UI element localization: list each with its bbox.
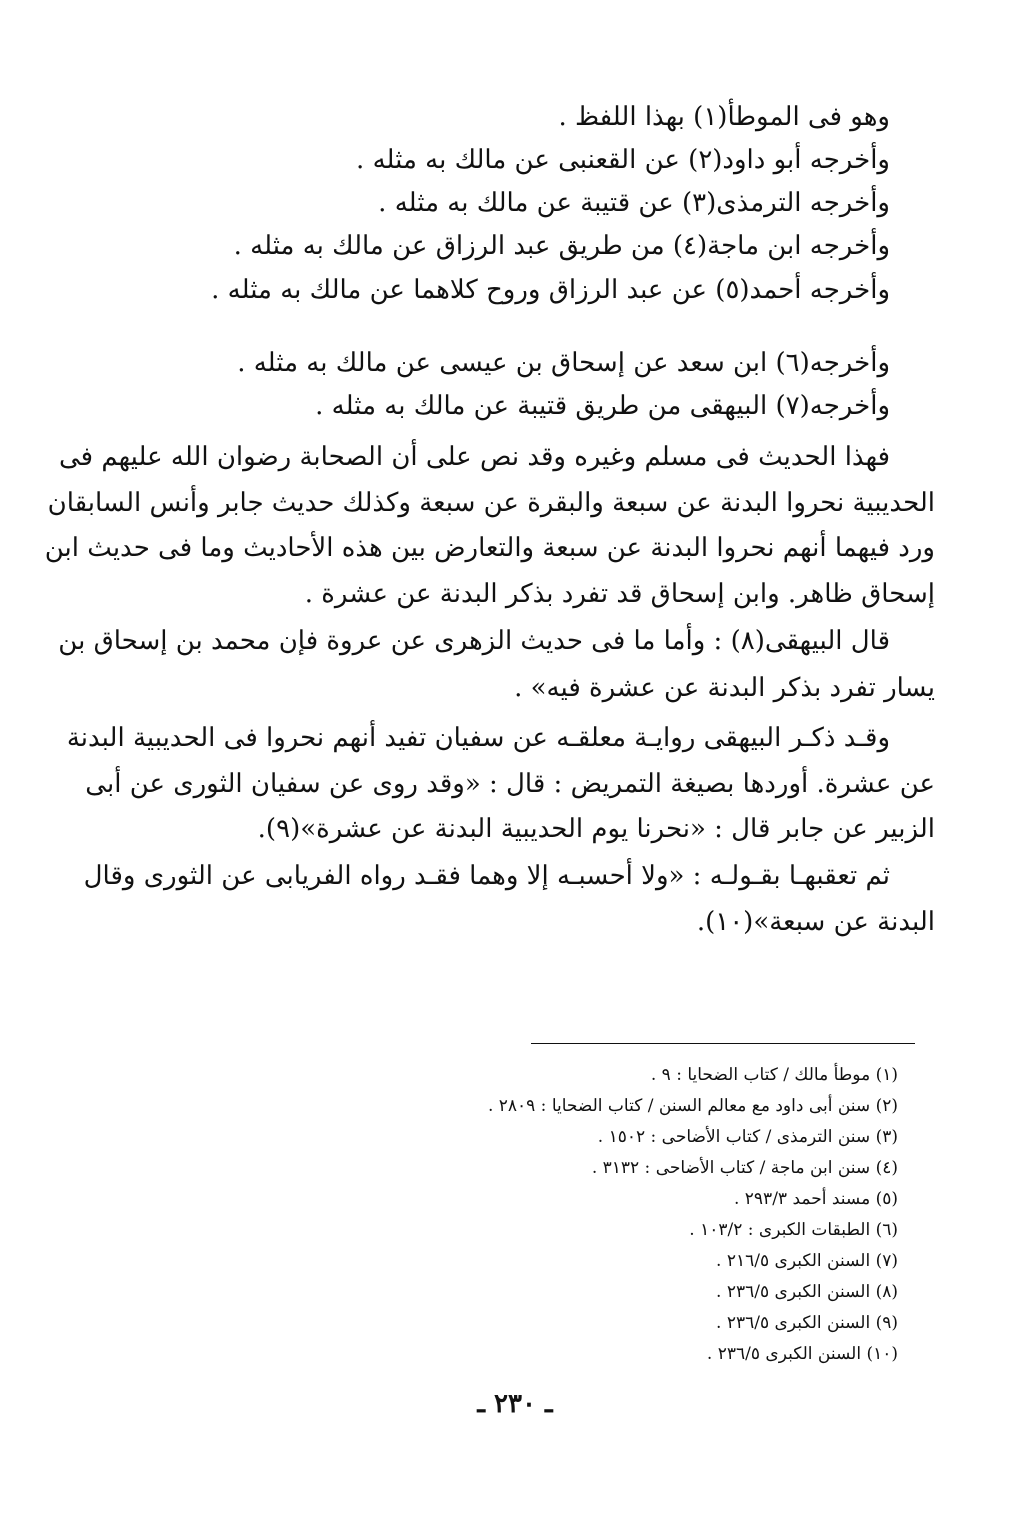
- text-line: وأخرجه الترمذى(٣) عن قتيبة عن مالك به مثله .: [378, 188, 890, 218]
- footnote: (١٠) السنن الكبرى ٢٣٦/٥ .: [706, 1344, 898, 1364]
- paragraph-line: فهذا الحديث فى مسلم وغيره وقد نص على أن الصحابة رضوان الله عليهم فى: [59, 442, 890, 472]
- footnote: (٩) السنن الكبرى ٢٣٦/٥ .: [716, 1313, 898, 1333]
- paragraph-line: إسحاق ظاهر. وابن إسحاق قد تفرد بذكر البدنة عن عشرة .: [304, 579, 935, 609]
- footnote: (٣) سنن الترمذى / كتاب الأضاحى : ١٥٠٢ .: [597, 1127, 898, 1147]
- paragraph-line: الحديبية نحروا البدنة عن سبعة والبقرة عن سبعة وكذلك حديث جابر وأنس السابقان: [47, 488, 935, 518]
- paragraph-line: وقـد ذكـر البيهقى روايـة معلقـه عن سفيان تفيد أنهم نحروا فى الحديبية البدنة: [66, 723, 890, 753]
- footnote: (٧) السنن الكبرى ٢١٦/٥ .: [716, 1251, 898, 1271]
- footnote-separator: [531, 1043, 915, 1044]
- paragraph-line: قال البيهقى(٨) : وأما ما فى حديث الزهرى عن عروة فإن محمد بن إسحاق بن: [58, 626, 890, 656]
- footnote: (٦) الطبقات الكبرى : ١٠٣/٢ .: [689, 1220, 898, 1240]
- paragraph-line: ورد فيهما أنهم نحروا البدنة عن سبعة والتعارض بين هذه الأحاديث وما فى حديث ابن: [44, 533, 935, 563]
- footnote: (٥) مسند أحمد ٢٩٣/٣ .: [733, 1189, 898, 1209]
- paragraph-line: البدنة عن سبعة»(١٠).: [696, 907, 935, 937]
- paragraph-line: يسار تفرد بذكر البدنة عن عشرة فيه» .: [514, 673, 935, 703]
- page-number: ـ ٢٣٠ ـ: [477, 1389, 553, 1419]
- text-line: وأخرجه أبو داود(٢) عن القعنبى عن مالك به مثله .: [356, 145, 890, 175]
- text-line: وأخرجه(٧) البيهقى من طريق قتيبة عن مالك به مثله .: [315, 391, 890, 421]
- footnote: (١) موطأ مالك / كتاب الضحايا : ٩ .: [650, 1065, 898, 1085]
- paragraph-line: الزبير عن جابر قال : «نحرنا يوم الحديبية البدنة عن عشرة»(٩).: [257, 814, 935, 844]
- text-line: وأخرجه أحمد(٥) عن عبد الرزاق وروح كلاهما عن مالك به مثله .: [211, 275, 890, 305]
- footnote: (٤) سنن ابن ماجة / كتاب الأضاحى : ٣١٣٢ .: [591, 1158, 898, 1178]
- paragraph-line: عن عشرة. أوردها بصيغة التمريض : قال : «وقد روى عن سفيان الثورى عن أبى: [85, 769, 935, 799]
- paragraph-line: ثم تعقبهـا بقـولـه : «ولا أحسبـه إلا وهما فقـد رواه الفريابى عن الثورى وقال: [83, 861, 890, 891]
- footnote: (٨) السنن الكبرى ٢٣٦/٥ .: [716, 1282, 898, 1302]
- text-line: وأخرجه ابن ماجة(٤) من طريق عبد الرزاق عن مالك به مثله .: [233, 231, 890, 261]
- text-line: وأخرجه(٦) ابن سعد عن إسحاق بن عيسى عن مالك به مثله .: [237, 348, 890, 378]
- text-line: وهو فى الموطأ(١) بهذا اللفظ .: [558, 102, 890, 132]
- footnote: (٢) سنن أبى داود مع معالم السنن / كتاب الضحايا : ٢٨٠٩ .: [487, 1096, 898, 1116]
